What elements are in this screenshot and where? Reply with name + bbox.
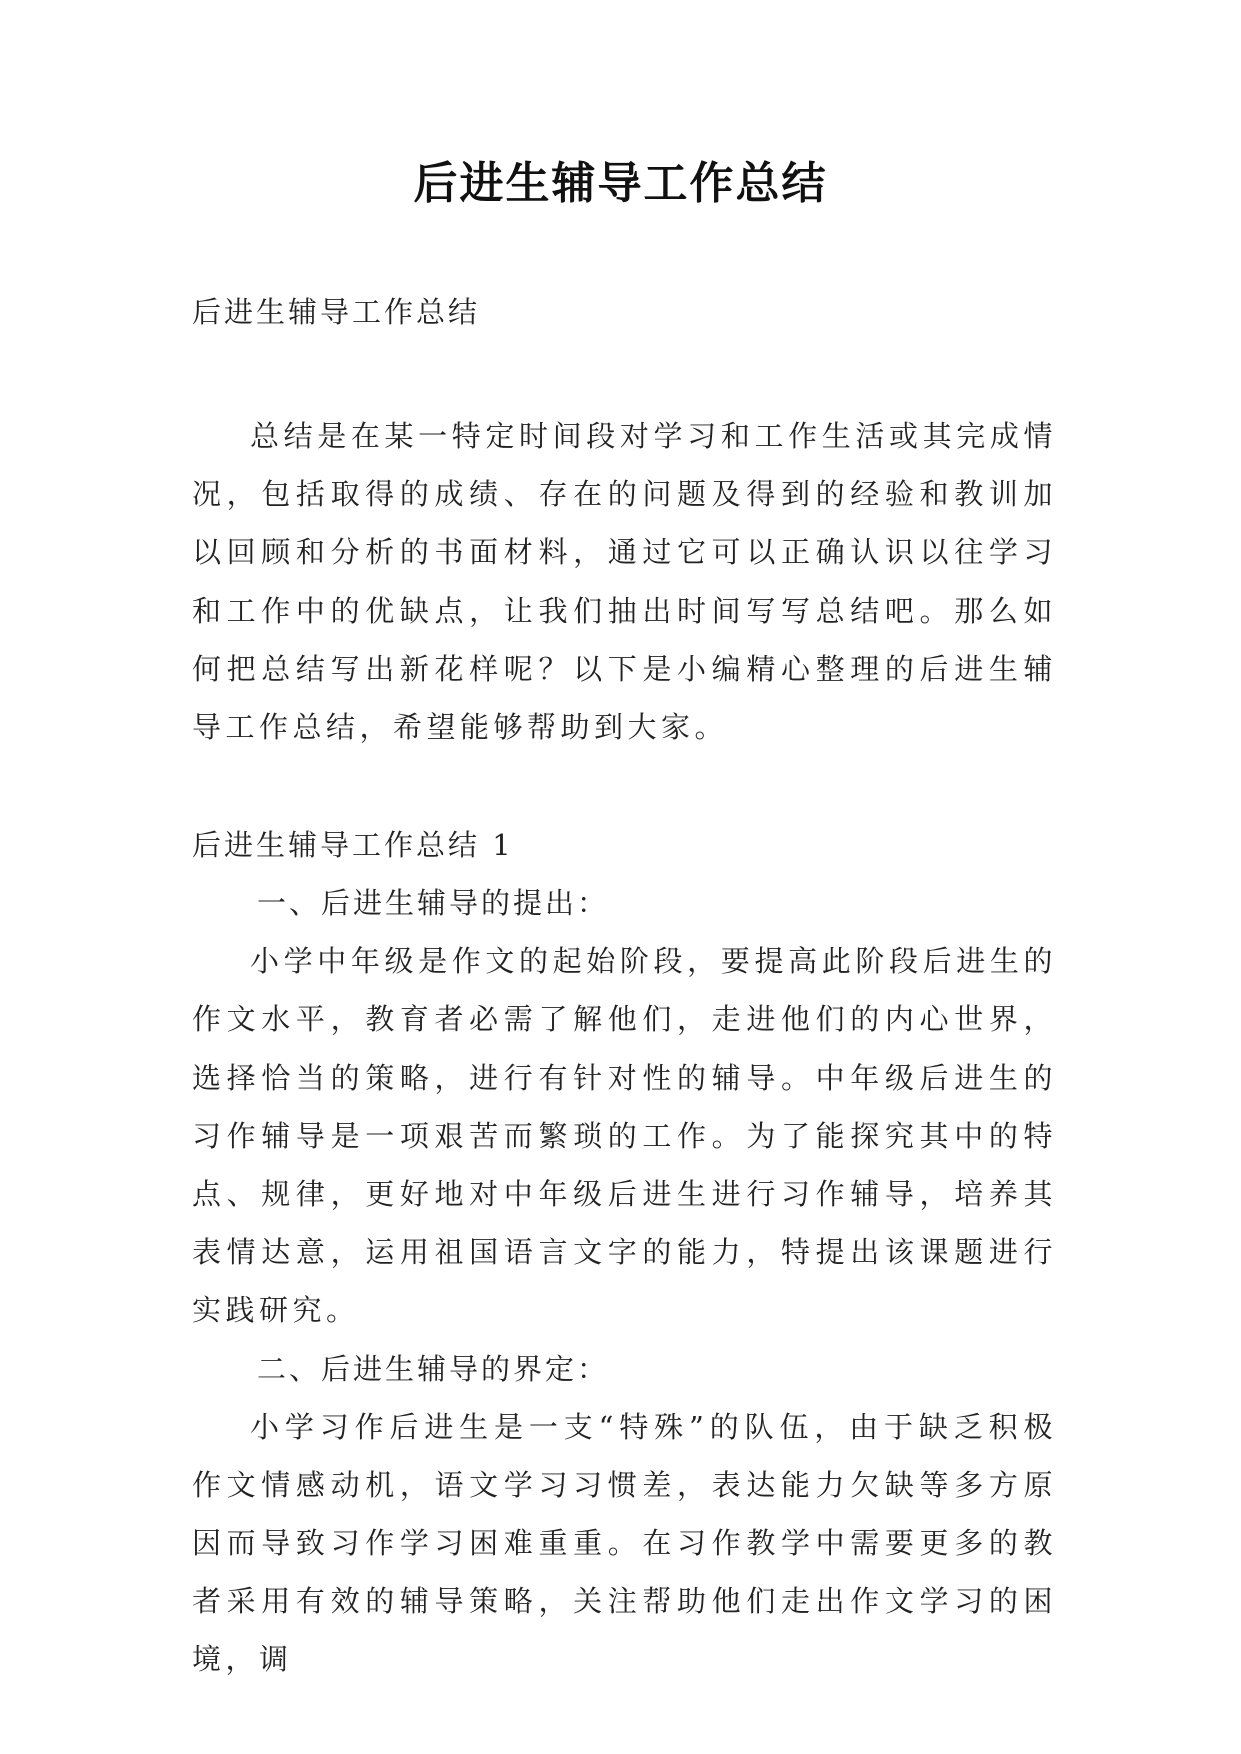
part-two-paragraph: 小学习作后进生是一支“特殊”的队伍，由于缺乏积极作文情感动机，语文学习习惯差，表达能力欠缺等多方原因而导致习作学习困难重重。在习作教学中需要更多的教者采用有效的辅导策略，关注帮助他们走出作文学习的困境，调 xyxy=(192,1409,1057,1677)
section-heading: 后进生辅导工作总结 1 xyxy=(192,828,514,863)
part-two-heading: 二、后进生辅导的界定： xyxy=(257,1351,610,1386)
document-body xyxy=(192,283,1057,1689)
document-subtitle: 后进生辅导工作总结 xyxy=(192,295,481,329)
spacer xyxy=(192,756,1057,816)
intro-paragraph: 总结是在某一特定时间段对学习和工作生活或其完成情况，包括取得的成绩、存在的问题及得到的经验和教训加以回顾和分析的书面材料，通过它可以正确认识以往学习和工作中的优缺点，让我们抽出时间写写总结吧。那么如何把总结写出新花样呢？以下是小编精心整理的后进生辅导工作总结，希望能够帮助到大家。 xyxy=(192,419,1057,745)
part-one-paragraph: 小学中年级是作文的起始阶段，要提高此阶段后进生的作文水平，教育者必需了解他们，走进他们的内心世界，选择恰当的策略，进行有针对性的辅导。中年级后进生的习作辅导是一项艰苦而繁琐的工作。为了能探究其中的特点、规律，更好地对中年级后进生进行习作辅导，培养其表情达意，运用祖国语言文字的能力，特提出该课题进行实践研究。 xyxy=(192,944,1057,1328)
spacer xyxy=(192,341,1057,407)
document-title: 后进生辅导工作总结 xyxy=(413,158,828,209)
part-one-heading: 一、后进生辅导的提出： xyxy=(257,886,610,921)
